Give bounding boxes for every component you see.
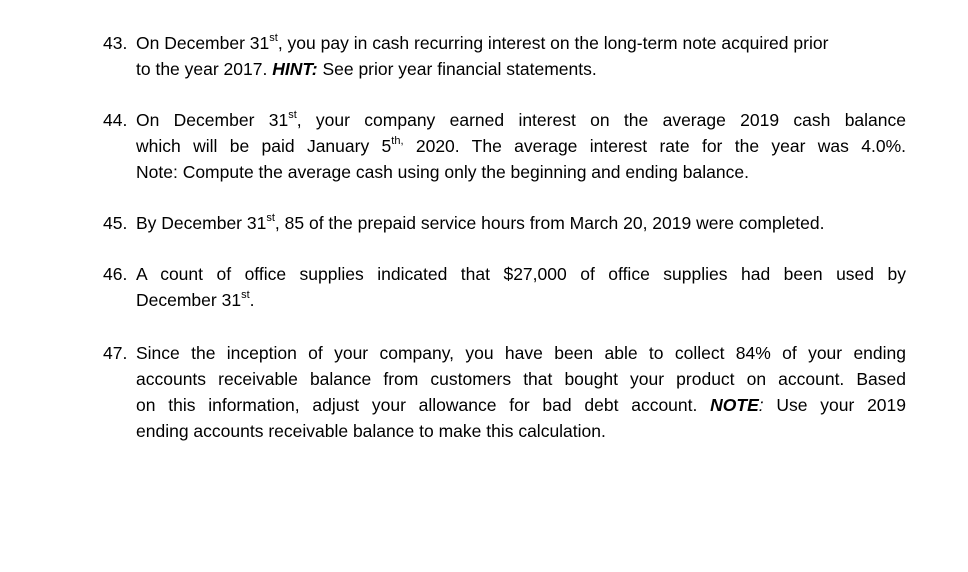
note-label: NOTE <box>710 395 759 415</box>
text-run: on this information, adjust your allowance for bad debt account. <box>136 395 711 415</box>
list-item-44 <box>103 107 906 185</box>
text-run: On December 31 <box>136 33 270 53</box>
text-run: On December 31 <box>136 110 289 130</box>
item-line <box>103 107 906 133</box>
hint-label: HINT: <box>272 59 318 79</box>
list-item-47 <box>103 340 906 444</box>
text-run: . <box>249 290 255 310</box>
text-run: : <box>758 395 764 415</box>
item-line: ending accounts receivable balance to make this calculation. <box>136 421 606 441</box>
list-item-43 <box>103 30 906 82</box>
item-number: 47. <box>103 343 128 363</box>
item-number: 45. <box>103 213 128 233</box>
text-run: By December 31 <box>136 213 267 233</box>
item-line <box>103 287 906 313</box>
item-line <box>103 210 906 236</box>
list-item-45 <box>103 210 906 236</box>
item-line: Since the inception of your company, you have been able to collect 84% of your ending <box>136 343 906 363</box>
superscript: st <box>241 289 250 302</box>
item-line: A count of office supplies indicated that $27,000 of office supplies had been used by <box>136 264 906 284</box>
text-run: , 85 of the prepaid service hours from March 20, 2019 were completed. <box>274 213 825 233</box>
item-number: 44. <box>103 110 128 130</box>
text-run: , you pay in cash recurring interest on the long-term note acquired prior <box>277 33 829 53</box>
item-line <box>103 392 906 418</box>
text-run: which will be paid January 5 <box>136 136 392 156</box>
item-line <box>103 133 906 159</box>
text-run: to the year 2017. <box>136 59 273 79</box>
text-run: Use your 2019 <box>763 395 906 415</box>
text-run: 2020. The average interest rate for the year was 4.0%. <box>403 136 906 156</box>
superscript: st <box>269 32 278 45</box>
text-run: See prior year financial statements. <box>317 59 597 79</box>
item-number: 46. <box>103 264 128 284</box>
item-line: Note: Compute the average cash using only the beginning and ending balance. <box>136 162 749 182</box>
item-line <box>103 56 906 82</box>
superscript: th, <box>391 135 404 148</box>
list-item-46 <box>103 261 906 313</box>
text-run: December 31 <box>136 290 242 310</box>
superscript: st <box>266 212 275 225</box>
item-line <box>103 30 906 56</box>
item-number: 43. <box>103 33 128 53</box>
text-run: , your company earned interest on the average 2019 cash balance <box>296 110 906 130</box>
item-line: accounts receivable balance from customers that bought your product on account. Based <box>136 369 906 389</box>
superscript: st <box>288 109 297 122</box>
